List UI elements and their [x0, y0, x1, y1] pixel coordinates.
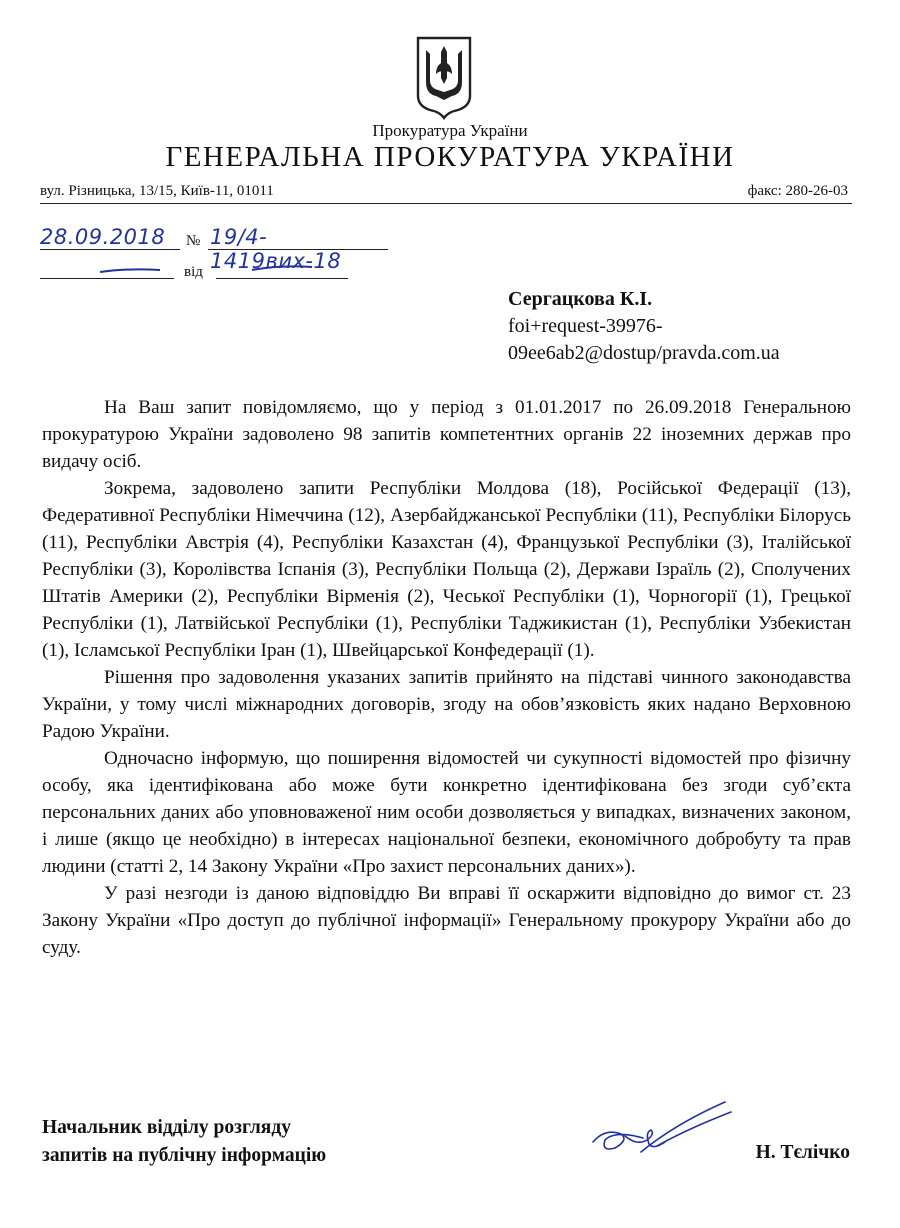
header-divider — [40, 203, 852, 204]
date-blank — [40, 225, 180, 250]
trident-emblem-icon — [414, 34, 474, 120]
recipient-name: Сергацкова К.І. — [508, 288, 653, 310]
from-label: від — [184, 264, 203, 280]
pen-stroke-icon — [250, 264, 314, 274]
outgoing-number: 19/4-1419вих-18 — [210, 225, 342, 273]
incoming-date-blank — [40, 258, 174, 279]
paragraph-4: Одночасно інформую, що поширення відомостей чи сукупності відомостей про фізичну особу, яка ідентифікована або може бути конкретно ідентифікована без згоди суб’єкта персональних даних або уповноваженої ним особи дозволяється у випадках, визначених законом, і лише (якщо це необхідно) в інтересах національної безпеки, економічного добробуту та прав людини (статті 2, 14 Закону України «Про захист персональних даних»). — [42, 748, 851, 877]
incoming-number-blank — [216, 258, 348, 279]
organization-address: вул. Різницька, 13/15, Київ-11, 01011 — [40, 183, 274, 199]
paragraph-5: У разі незгоди із даною відповіддю Ви вправі її оскаржити відповідно до вимог ст. 23 Закону України «Про доступ до публічної інформації» Генеральному прокурору України або до суду. — [42, 883, 851, 958]
paragraph-1: На Ваш запит повідомляємо, що у період з 01.01.2017 по 26.09.2018 Генеральною прокуратурою України задоволено 98 запитів компетентних органів 22 іноземних держав про видачу осіб. — [42, 397, 851, 472]
pen-stroke-icon — [98, 266, 162, 276]
incoming-registration-line — [40, 258, 860, 288]
signatory-title — [42, 1114, 326, 1170]
recipient-block — [508, 286, 780, 367]
organization-title: ГЕНЕРАЛЬНА ПРОКУРАТУРА УКРАЇНИ — [165, 141, 735, 173]
recipient-email-line1: foi+request-39976- — [508, 315, 663, 337]
signatory-title-line2: запитів на публічну інформацію — [42, 1145, 327, 1166]
number-sign: № — [186, 233, 201, 249]
organization-subtitle: Прокуратура України — [372, 121, 528, 140]
signatory-name: Н. Тєлічко — [755, 1142, 850, 1163]
recipient-email-line2: 09ee6ab2@dostup/pravda.com.ua — [508, 342, 780, 364]
handwritten-signature-icon — [585, 1090, 735, 1170]
signatory-title-line1: Начальник відділу розгляду — [42, 1117, 291, 1138]
number-blank — [208, 225, 388, 273]
paragraph-2: Зокрема, задоволено запити Республіки Молдова (18), Російської Федерації (13), Федеративної Республіки Німеччина (12), Азербайджанської Республіки (11), Республіки Білорусь (11), Республіки Австрія (4), Республіки Казахстан (4), Французької Республіки (3), Італійської Республіки (3), Королівства Іспанія (3), Республіки Польща (2), Держави Ізраїль (2), Сполучених Штатів Америки (2), Республіки Вірменія (2), Чеської Республіки (1), Чорногорії (1), Грецької Республіки (1), Латвійської Республіки (1), Республіки Таджикистан (1), Республіки Узбекистан (1), Ісламської Республіки Іран (1), Швейцарської Конфедерації (1). — [42, 478, 851, 661]
organization-fax: факс: 280-26-03 — [747, 183, 848, 199]
paragraph-3: Рішення про задоволення указаних запитів прийнято на підставі чинного законодавства України, у тому числі міжнародних договорів, згоду на обов’язковість яких надано Верховною Радою України. — [42, 667, 851, 742]
outgoing-date: 28.09.2018 — [40, 225, 166, 249]
letter-body — [42, 394, 851, 961]
